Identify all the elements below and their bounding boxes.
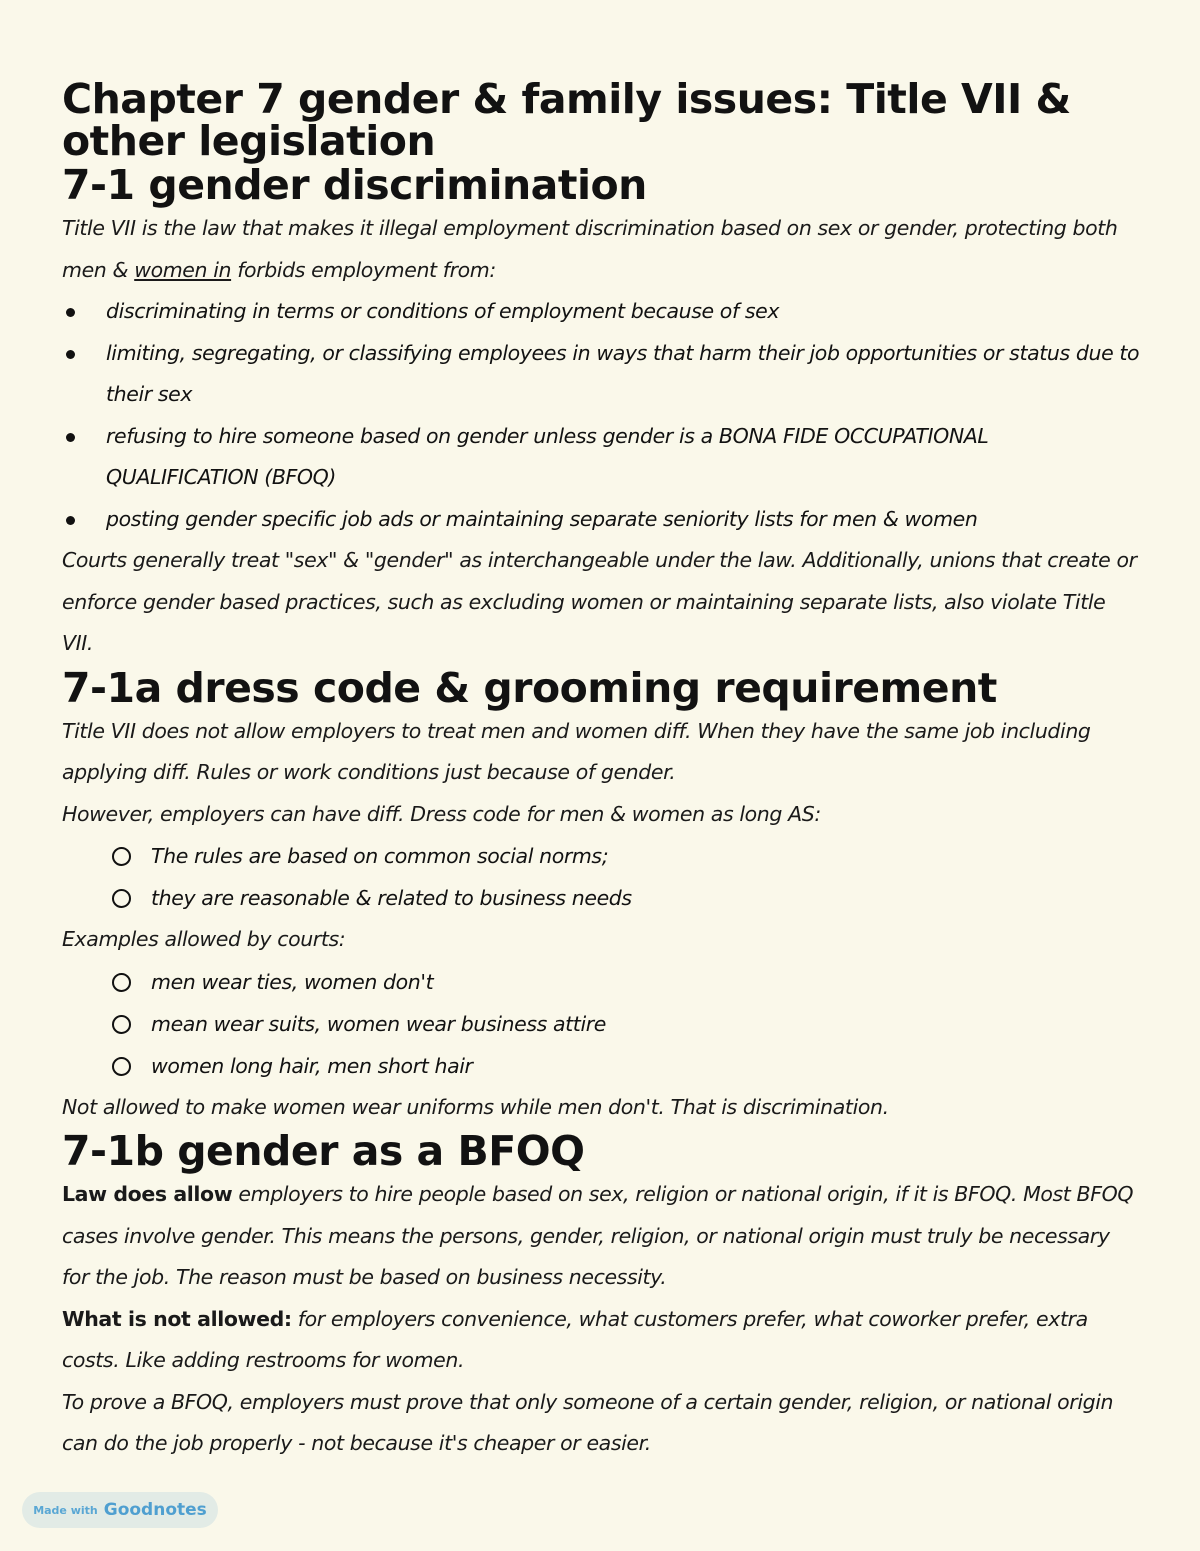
goodnotes-logo-text: Goodnotes xyxy=(103,1500,207,1520)
intro-text-b: forbids employment from: xyxy=(231,257,496,282)
list-item: limiting, segregating, or classifying employees in ways that harm their job opportunities or status due to their sex xyxy=(62,333,1142,416)
dress-code-para-2: However, employers can have diff. Dress code for men & women as long AS: xyxy=(62,801,821,826)
section-7-1-intro xyxy=(62,208,1142,291)
section-heading-7-1a: 7-1a dress code & grooming requirement xyxy=(62,663,997,712)
list-item: The rules are based on common social norms; xyxy=(62,835,1142,877)
examples-list xyxy=(62,961,1142,1087)
made-with-goodnotes-badge[interactable] xyxy=(22,1492,218,1528)
list-item: they are reasonable & related to business needs xyxy=(62,877,1142,919)
forbidden-practices-list xyxy=(62,291,1142,540)
examples-label: Examples allowed by courts: xyxy=(62,927,346,951)
section-heading-7-1b: 7-1b gender as a BFOQ xyxy=(62,1127,585,1175)
note-page xyxy=(62,75,1142,1465)
bfoq-text-2: for employers convenience, what customers prefer, what coworker prefer, extra costs. Like adding restrooms for women. xyxy=(62,1306,1088,1372)
list-item: posting gender specific job ads or maintaining separate seniority lists for men & women xyxy=(62,499,1142,541)
badge-prefix: Made with xyxy=(33,1503,98,1517)
dress-code-closing: Not allowed to make women wear uniforms while men don't. That is discrimination. xyxy=(62,1094,889,1119)
intro-text-a: Title VII is the law that makes it illegal employment discrimination based on sex or gender, protecting both men & xyxy=(62,216,1118,282)
list-item: women long hair, men short hair xyxy=(62,1045,1142,1087)
bfoq-para-3: To prove a BFOQ, employers must prove that only someone of a certain gender, religion, or national origin can do the job properly - not because it's cheaper or easier. xyxy=(62,1389,1114,1455)
section-7-1-closing: Courts generally treat "sex" & "gender" as interchangeable under the law. Additionally, unions that create or enforce gender based practices, such as excluding women or maintaining separate lists, also violate Title VII. xyxy=(62,548,1137,655)
section-heading-7-1: 7-1 gender discrimination xyxy=(62,161,647,209)
bfoq-para-1 xyxy=(62,1174,1142,1299)
list-item: mean wear suits, women wear business attire xyxy=(62,1003,1142,1045)
intro-underlined-text: women in xyxy=(134,257,232,282)
list-item: men wear ties, women don't xyxy=(62,961,1142,1003)
bfoq-lead-allowed: Law does allow xyxy=(62,1182,233,1206)
bfoq-lead-not-allowed: What is not allowed: xyxy=(62,1306,292,1331)
dress-code-para-1: Title VII does not allow employers to treat men and women diff. When they have the same job including applying diff. Rules or work conditions just because of gender. xyxy=(62,718,1091,784)
bfoq-para-2 xyxy=(62,1299,1142,1382)
list-item: discriminating in terms or conditions of employment because of sex xyxy=(62,291,1142,333)
bfoq-text-1: employers to hire people based on sex, religion or national origin, if it is BFOQ. Most BFOQ cases involve gender. This means the persons, gender, religion, or national origin must truly be necessary for the job. The reason must be based on business necessity. xyxy=(62,1182,1134,1289)
list-item: refusing to hire someone based on gender unless gender is a BONA FIDE OCCUPATIONAL QUALIFICATION (BFOQ) xyxy=(62,416,1142,499)
dress-code-conditions-list xyxy=(62,835,1142,919)
page-title: Chapter 7 gender & family issues: Title VII & other legislation xyxy=(62,75,1071,165)
